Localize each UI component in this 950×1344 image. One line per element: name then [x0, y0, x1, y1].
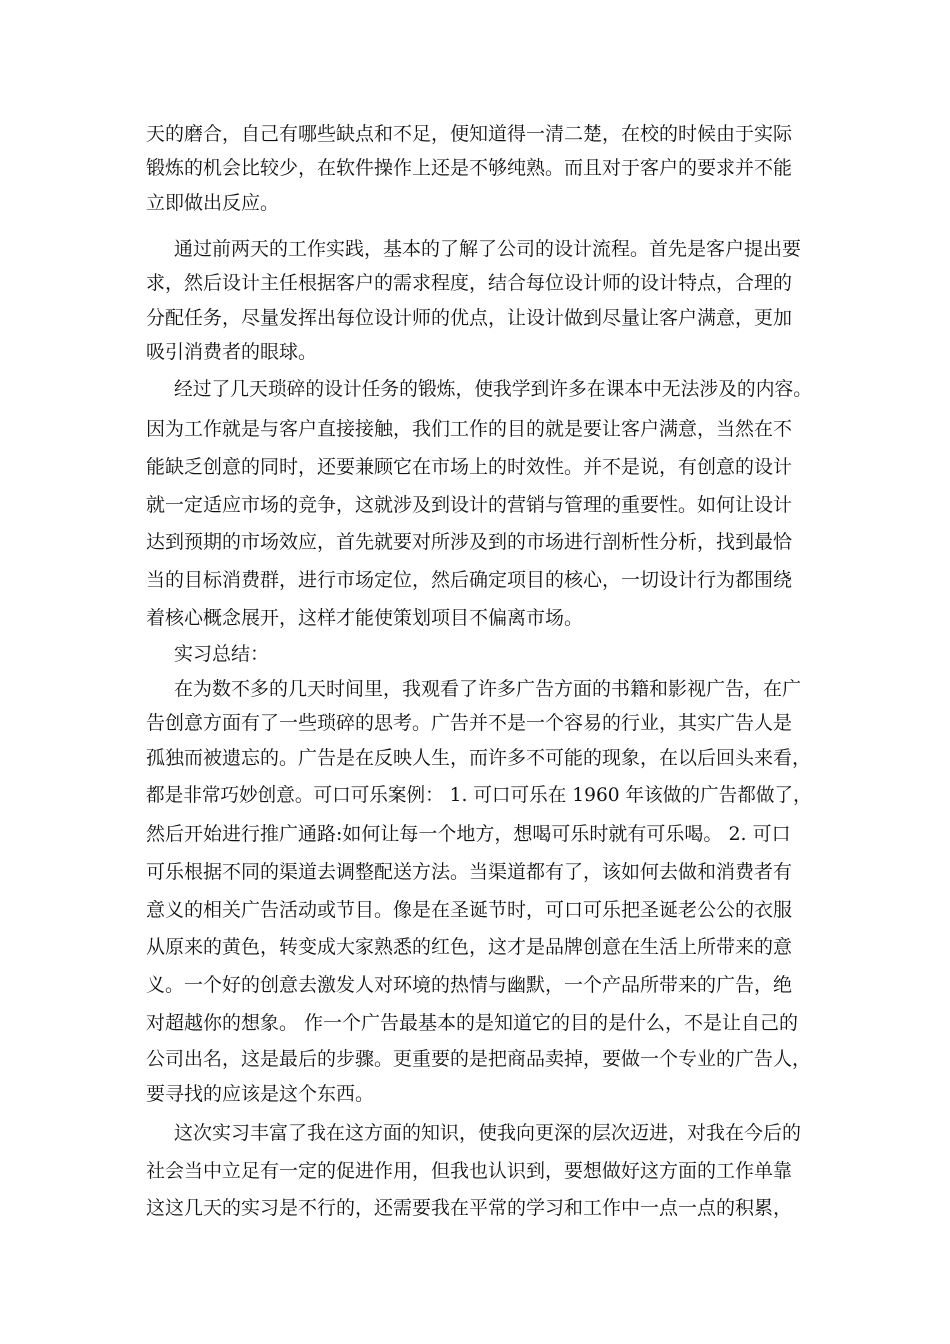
text-line: 当的目标消费群，进行市场定位，然后确定项目的核心，一切设计行为都围绕 [146, 569, 793, 591]
text-line: 公司出名，这是最后的步骤。更重要的是把商品卖掉，要做一个专业的广告人， [146, 1048, 812, 1070]
text-line: 从原来的黄色，转变成大家熟悉的红色，这才是品牌创意在生活上所带来的意 [146, 936, 793, 958]
text-line: 这这几天的实习是不行的，还需要我在平常的学习和工作中一点一点的积累， [146, 1197, 793, 1219]
text-line: 着核心概念展开，这样才能使策划项目不偏离市场。 [146, 607, 584, 629]
text-line: 吸引消费者的眼球。 [146, 341, 318, 363]
text-line: 告创意方面有了一些琐碎的思考。广告并不是一个容易的行业，其实广告人是 [146, 712, 793, 734]
text-line: 锻炼的机会比较少，在软件操作上还是不够纯熟。而且对于客户的要求并不能 [146, 157, 793, 179]
text-line: 求，然后设计主任根据客户的需求程度，结合每位设计师的设计特点，合理的 [146, 272, 793, 294]
text-line: 意义的相关广告活动或节目。像是在圣诞节时，可口可乐把圣诞老公公的衣服 [146, 899, 793, 921]
text-line: 孤独而被遗忘的。广告是在反映人生，而许多不可能的现象，在以后回头来看， [146, 747, 812, 769]
text-line: 要寻找的应该是这个东西。 [146, 1083, 375, 1105]
text-line: 都是非常巧妙创意。可口可乐案例： 1. 可口可乐在 1960 年该做的广告都做了， [146, 784, 812, 806]
paragraph-start-line: 在为数不多的几天时间里，我观看了许多广告方面的书籍和影视广告，在广 [174, 678, 802, 700]
text-line: 可乐根据不同的渠道去调整配送方法。当渠道都有了，该如何去做和消费者有 [146, 861, 793, 883]
text-line: 天的磨合，自己有哪些缺点和不足，便知道得一清二楚，在校的时候由于实际 [146, 123, 793, 145]
section-heading: 实习总结： [174, 643, 270, 665]
text-line: 然后开始进行推广通路:如何让每一个地方，想喝可乐时就有可乐喝。 2. 可口 [146, 823, 791, 845]
paragraph-start-line: 通过前两天的工作实践，基本的了解了公司的设计流程。首先是客户提出要 [174, 238, 802, 260]
text-line: 能缺乏创意的同时，还要兼顾它在市场上的时效性。并不是说，有创意的设计 [146, 456, 793, 478]
text-line: 分配任务，尽量发挥出每位设计师的优点，让设计做到尽量让客户满意，更加 [146, 307, 793, 329]
text-line: 立即做出反应。 [146, 192, 280, 214]
text-line: 因为工作就是与客户直接接触，我们工作的目的就是要让客户满意，当然在不 [146, 418, 793, 440]
text-line: 达到预期的市场效应，首先就要对所涉及到的市场进行剖析性分析，找到最恰 [146, 531, 793, 553]
text-line: 义。一个好的创意去激发人对环境的热情与幽默，一个产品所带来的广告，绝 [146, 974, 793, 996]
paragraph-start-line: 经过了几天琐碎的设计任务的锻炼，使我学到许多在课本中无法涉及的内容。 [174, 378, 813, 400]
text-line: 就一定适应市场的竞争，这就涉及到设计的营销与管理的重要性。如何让设计 [146, 494, 793, 516]
text-line: 社会当中立足有一定的促进作用，但我也认识到，要想做好这方面的工作单靠 [146, 1160, 793, 1182]
text-line: 对超越你的想象。 作一个广告最基本的是知道它的目的是什么，不是让自己的 [146, 1012, 799, 1034]
paragraph-start-line: 这次实习丰富了我在这方面的知识，使我向更深的层次迈进，对我在今后的 [174, 1122, 802, 1144]
